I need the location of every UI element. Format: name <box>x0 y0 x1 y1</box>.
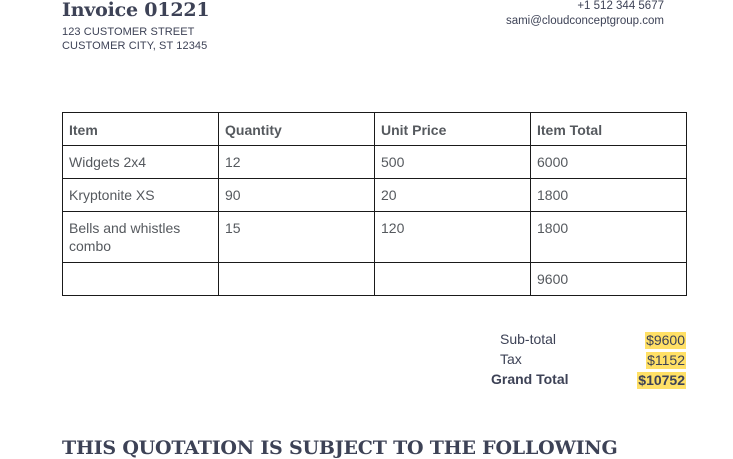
cell-item-total: 1800 <box>531 212 687 263</box>
cell-item: Kryptonite XS <box>63 179 219 212</box>
contact-email: sami@cloudconceptgroup.com <box>505 15 664 27</box>
header-quantity: Quantity <box>219 113 375 146</box>
cell-item: Bells and whistles combo <box>63 212 219 263</box>
table-row <box>63 146 687 179</box>
address-line-1: 123 CUSTOMER STREET <box>62 26 195 38</box>
cell-item-total: 1800 <box>531 179 687 212</box>
subtotal-label: Sub-total <box>500 331 557 347</box>
cell-quantity: 90 <box>219 179 375 212</box>
header-unit-price: Unit Price <box>375 113 531 146</box>
tax-value: $1152 <box>647 352 685 368</box>
cell-item-total: 9600 <box>531 263 687 296</box>
subtotal-value: $9600 <box>646 332 685 348</box>
header-item: Item <box>63 113 219 146</box>
cell-quantity: 15 <box>219 212 375 263</box>
contact-phone: +1 512 344 5677 <box>577 0 664 12</box>
cell-quantity <box>219 263 375 296</box>
table-row <box>63 179 687 212</box>
cell-unit-price <box>375 263 531 296</box>
grand-total-label: Grand Total <box>491 371 569 387</box>
cell-item-total: 6000 <box>531 146 687 179</box>
cell-item: Widgets 2x4 <box>63 146 219 179</box>
table-row <box>63 212 687 263</box>
cell-item <box>63 263 219 296</box>
cell-quantity: 12 <box>219 146 375 179</box>
grand-total-value: $10752 <box>638 372 685 388</box>
cell-unit-price: 120 <box>375 212 531 263</box>
cell-unit-price: 20 <box>375 179 531 212</box>
items-table <box>62 112 687 296</box>
tax-label: Tax <box>500 351 522 367</box>
section-heading: THIS QUOTATION IS SUBJECT TO THE FOLLOWING <box>62 437 618 459</box>
table-total-row <box>63 263 687 296</box>
table-header-row <box>63 113 687 146</box>
cell-unit-price: 500 <box>375 146 531 179</box>
address-line-2: CUSTOMER CITY, ST 12345 <box>62 40 208 52</box>
invoice-title: Invoice 01221 <box>62 0 210 21</box>
header-item-total: Item Total <box>531 113 687 146</box>
